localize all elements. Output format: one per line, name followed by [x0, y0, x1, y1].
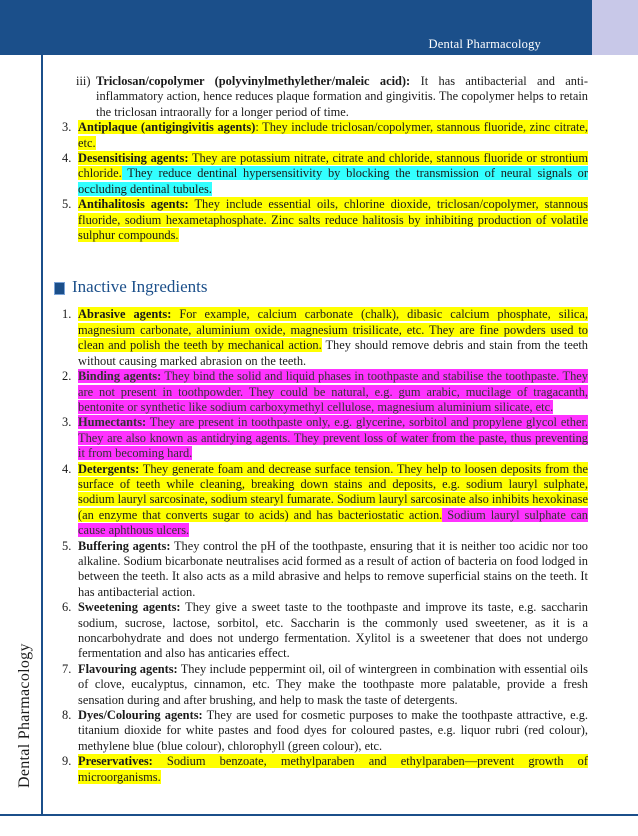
term-abrasive: Abrasive agents: [78, 307, 172, 322]
side-rule [41, 55, 43, 815]
list-item-desensitising [62, 151, 588, 197]
list-number: 3. [62, 120, 72, 135]
desc-detergents-extra: Sodium lauryl sulphate can cause aphthous ulcers. [78, 507, 588, 538]
term-triclosan: Triclosan/copolymer (polyvinylmethylether/maleic acid): [96, 74, 411, 88]
term-buffering: Buffering agents: [78, 538, 171, 553]
term-humectants: Humectants: [78, 415, 147, 430]
section-marker-icon [54, 282, 65, 295]
list-number: 5. [62, 538, 72, 553]
desc-sweetening: They give a sweet taste to the toothpaste and improve its taste, e.g. saccharin sodium, sucrose, lactose, sorbitol, etc. Saccharin is the commonly used sweetener, as it is a noncarbohydrate and does not undergo fermentation. Xylitol is a sweetener that does not undergo fermentation and also has anticaries effect. [78, 600, 589, 661]
list-number: 3. [62, 415, 72, 430]
list-number: 8. [62, 708, 72, 723]
list-item-flavouring [62, 662, 588, 708]
section-title: Inactive Ingredients [72, 277, 208, 297]
desc-flavouring: They include peppermint oil, oil of wintergreen in combination with essential oils of clove, eucalyptus, cinnamon, etc. They make the toothpaste more palatable, provide a fresh sensation during and after brushing, and help to mask the taste of detergents. [78, 661, 588, 707]
term-flavouring: Flavouring agents: [78, 661, 178, 676]
list-number: 2. [62, 369, 72, 384]
desc-buffering: They control the pH of the toothpaste, ensuring that it is neither too acidic nor too alkaline. Sodium bicarbonate neutralises acid formed as a result of action of bacteria on food lodged in between the teeth. It also acts as a mild abrasive and helps to remove superficial stains on the teeth. It has antibacterial action. [78, 538, 589, 599]
desc-triclosan: It has antibacterial and anti-inflammatory action, hence reduces plaque formation and gingivitis. The copolymer helps to retain the triclosan intraorally for a longer period of time. [96, 74, 588, 119]
term-antiplaque: Antiplaque (antigingivitis agents) [78, 120, 256, 135]
list-number: 6. [62, 600, 72, 615]
list-item-antihalitosis [62, 197, 588, 243]
running-head: Dental Pharmacology [428, 37, 541, 51]
section-heading [54, 279, 588, 299]
list-number: 9. [62, 754, 72, 769]
term-desensitising: Desensitising agents: [78, 151, 189, 166]
side-vertical-title: Dental Pharmacology [16, 643, 33, 788]
desc-desensitising-extra: They reduce dentinal hypersensitivity by blocking the transmission of neural signals or occluding dentinal tubules. [78, 166, 588, 196]
list-item-sweetening [62, 600, 588, 662]
term-detergents: Detergents: [78, 461, 140, 476]
desc-detergents: They generate foam and decrease surface tension. They help to loosen deposits from the surface of teeth while cleaning, breaking down stains and deposits, e.g. sodium lauryl sulphate, sodium lauryl sarcosinate, sodium stearyl fumarate. Sodium lauryl sarcosinate also inhibits hexokinase (an enzyme that converts sugar to acids) and has bacteriostatic action. [78, 461, 588, 522]
desc-antiplaque: : They include triclosan/copolymer, stannous fluoride, zinc citrate, etc. [78, 120, 588, 150]
term-preservatives: Preservatives: [78, 754, 153, 769]
desc-abrasive-extra: They should remove debris and stain from the teeth without causing marked abrasion on the teeth. [78, 338, 588, 368]
list-item-detergents [62, 462, 588, 539]
desc-abrasive: For example, calcium carbonate (chalk), dibasic calcium phosphate, silica, magnesium carbonate, aluminium oxide, magnesium trisilicate, etc. They are fine powders used to clean and polish the teeth by mechanical action. [78, 307, 588, 353]
term-sweetening: Sweetening agents: [78, 600, 181, 615]
desc-antihalitosis: They include essential oils, chlorine dioxide, triclosan/copolymer, stannous fluoride, sodium hexametaphosphate. Zinc salts reduce halitosis by inhibiting production of volatile sulphur compounds. [78, 197, 588, 243]
page-body [62, 74, 588, 785]
desc-humectants: They are present in toothpaste only, e.g. glycerine, sorbitol and propylene glycol ether. They are also known as antidrying agents. They prevent loss of water from the paste, thus preventing it from becoming hard. [78, 415, 588, 461]
list-item-triclosan [62, 74, 588, 120]
list-number: 4. [62, 461, 72, 476]
list-number: 5. [62, 197, 72, 212]
list-item-dyes [62, 708, 588, 754]
list-number: 4. [62, 151, 72, 166]
list-number: 7. [62, 661, 72, 676]
term-dyes: Dyes/Colouring agents: [78, 708, 203, 723]
list-item-binding [62, 369, 588, 415]
term-binding: Binding agents: [78, 369, 162, 384]
header-corner-tab [592, 0, 638, 55]
term-antihalitosis: Antihalitosis agents: [78, 197, 189, 212]
list-item-preservatives [62, 754, 588, 785]
desc-preservatives: Sodium benzoate, methylparaben and ethylparaben—prevent growth of microorganisms. [78, 754, 588, 784]
list-item-humectants [62, 415, 588, 461]
desc-binding: They bind the solid and liquid phases in toothpaste and stabilise the toothpaste. They are not present in toothpowder. They could be natural, e.g. gum arabic, mucilage of tragacanth, bentonite or synthetic like sodium carboxymethyl cellulose, magnesium aluminium silicate, etc. [78, 369, 588, 414]
list-number: 1. [62, 307, 72, 322]
list-item-abrasive [62, 307, 588, 369]
list-item-antiplaque [62, 120, 588, 151]
footer-rule [0, 814, 638, 816]
desc-desensitising: They are potassium nitrate, citrate and chloride, stannous fluoride or strontium chloride. [78, 151, 588, 181]
desc-dyes: They are used for cosmetic purposes to make the toothpaste attractive, e.g. titanium dioxide for white pastes and food dyes for coloured pastes, e.g. liquor rubri (red colour), methylene blue (blue colour), chlorophyll (green colour), etc. [78, 708, 589, 753]
list-number: iii) [76, 74, 91, 88]
list-item-buffering [62, 539, 588, 601]
